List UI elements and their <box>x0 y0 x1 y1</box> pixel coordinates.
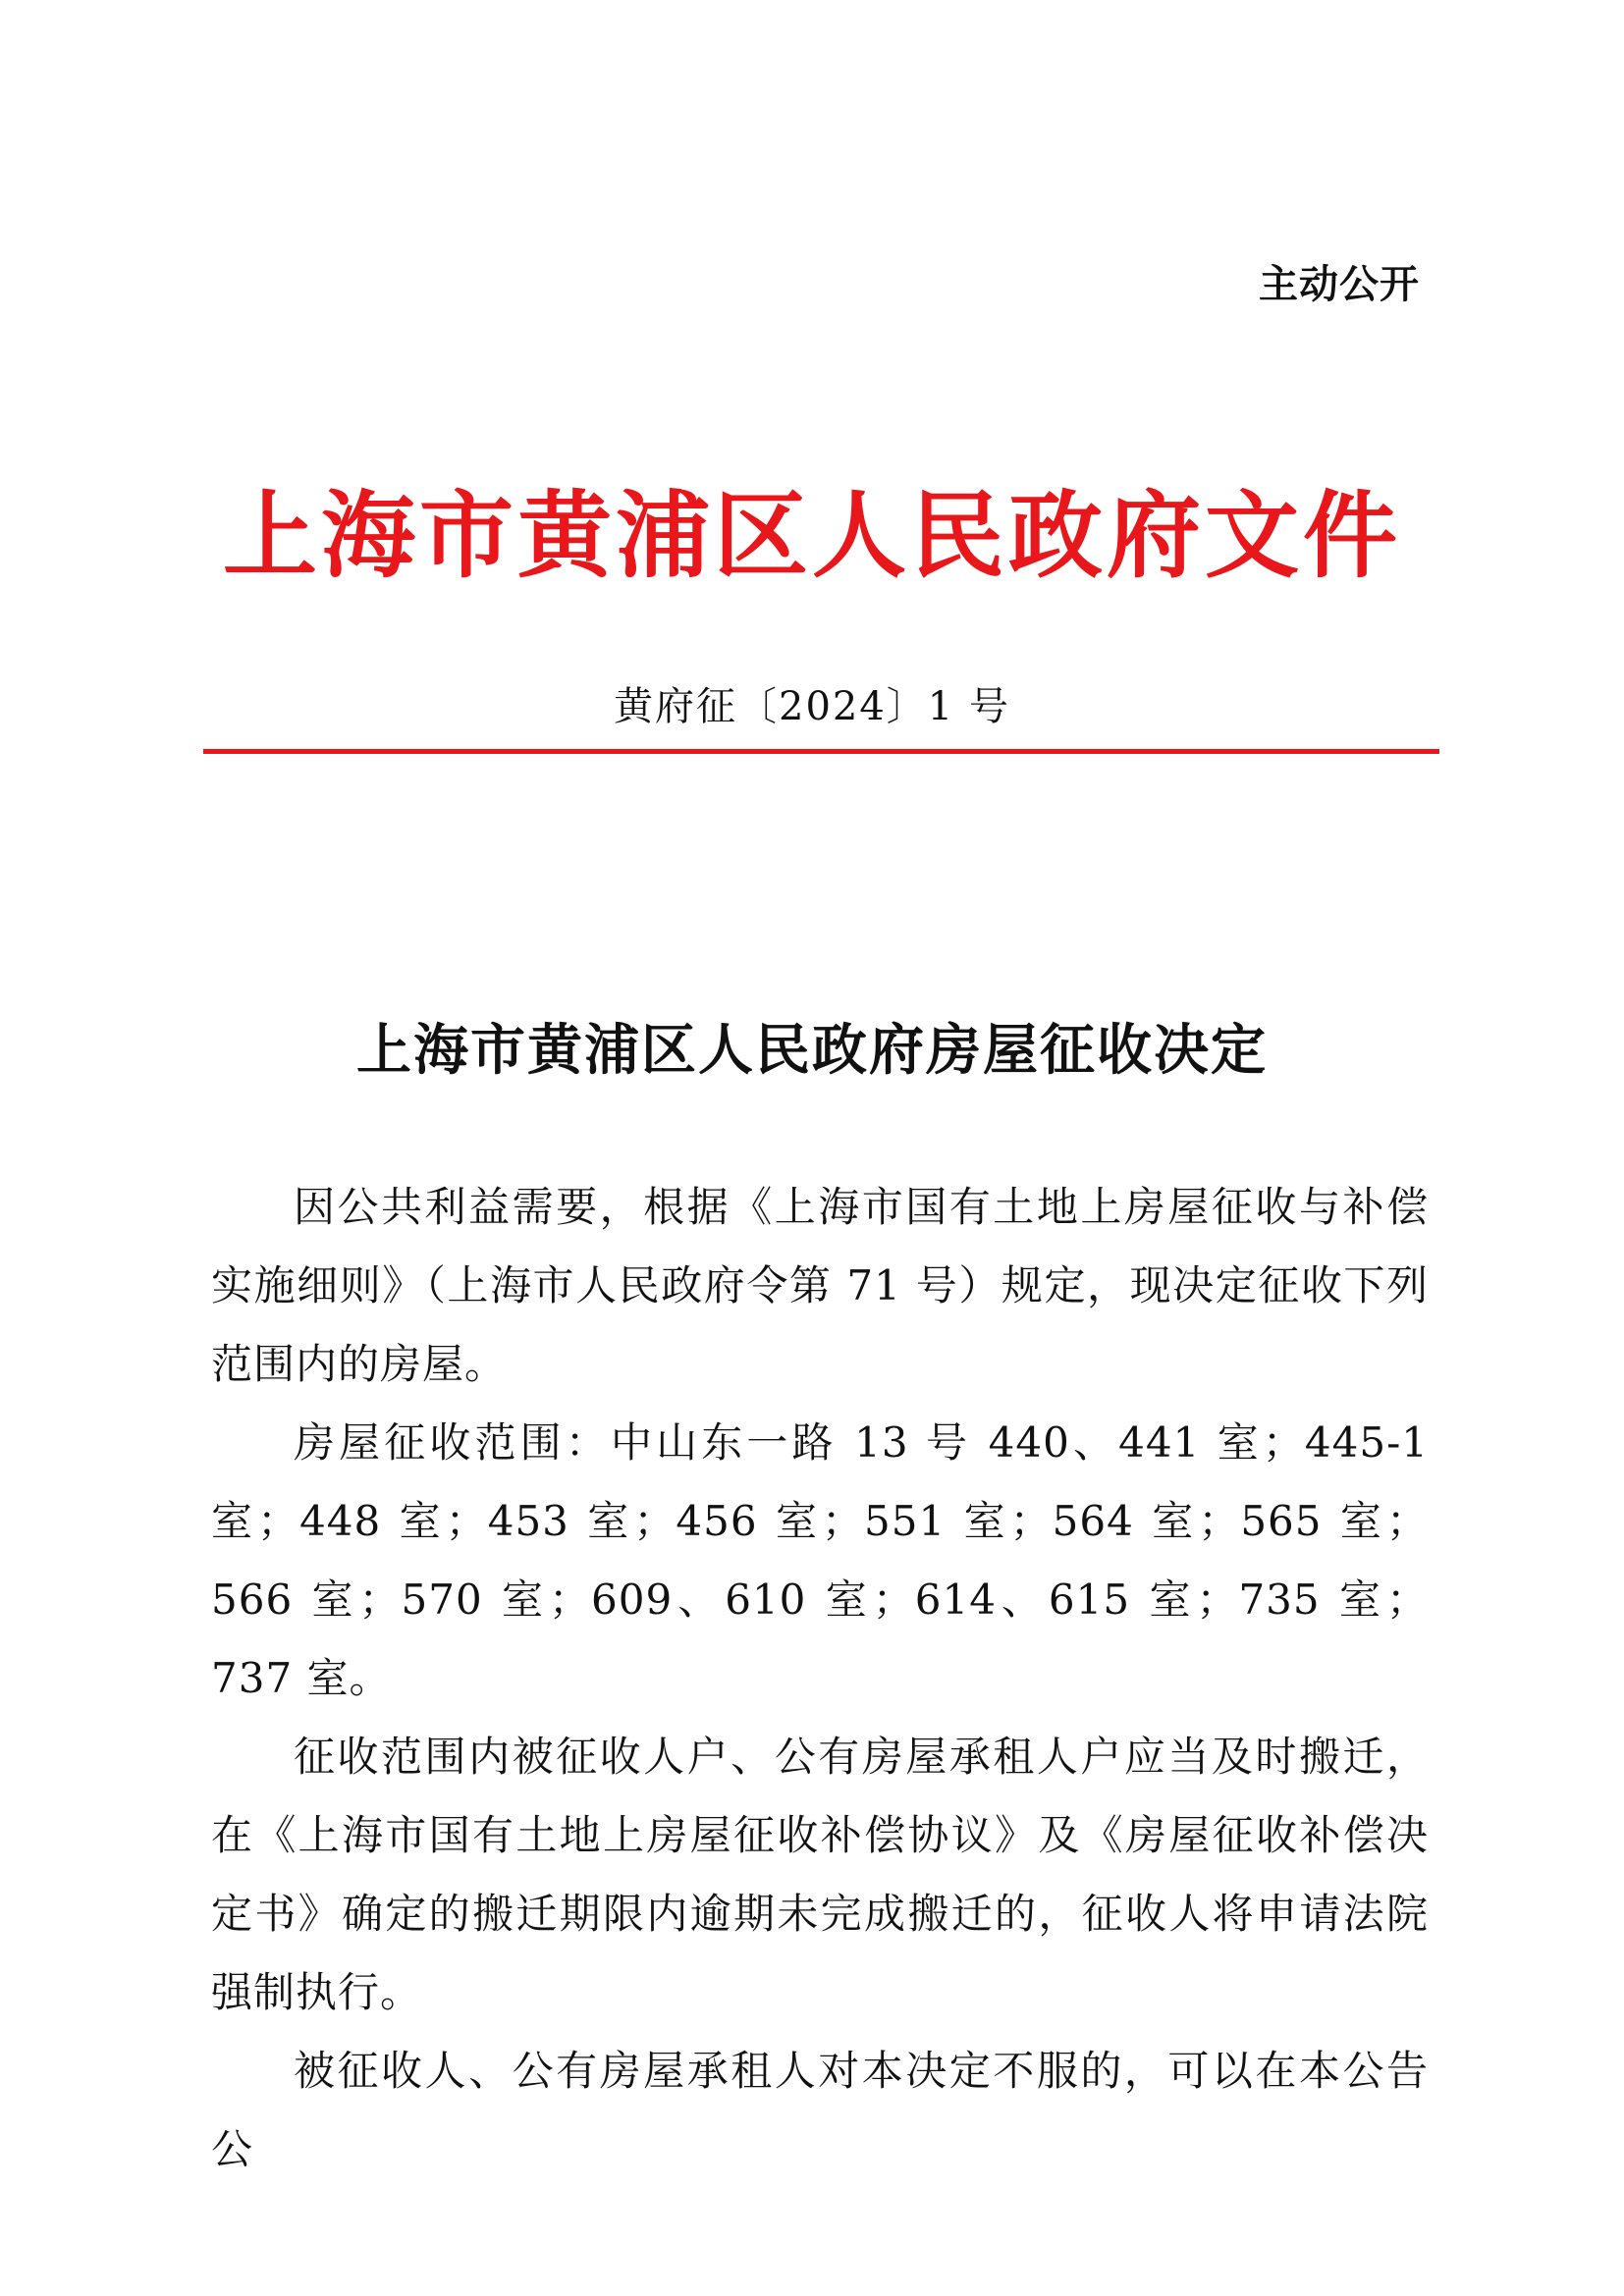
body-paragraph: 房屋征收范围：中山东一路 13 号 440、441 室；445-1 室；448 室；453 室；456 室；551 室；564 室；565 室；566 室；570 室；609、610 室；614、615 室；735 室；737 室。 <box>211 1418 1429 1702</box>
masthead-title: 上海市黄浦区人民政府文件 <box>223 480 1401 591</box>
document-title: 上海市黄浦区人民政府房屋征收决定 <box>356 1019 1268 1083</box>
classification-label: 主动公开 <box>1259 262 1420 307</box>
document-number: 黄府征〔2024〕1 号 <box>614 684 1010 729</box>
red-divider-line <box>203 749 1439 754</box>
body-paragraph: 被征收人、公有房屋承租人对本决定不服的，可以在本公告公 <box>211 2047 1429 2173</box>
document-body <box>211 1168 1429 2189</box>
body-paragraph: 因公共利益需要，根据《上海市国有土地上房屋征收与补偿实施细则》（上海市人民政府令第 71 号）规定，现决定征收下列范围内的房屋。 <box>211 1183 1429 1388</box>
body-paragraph: 征收范围内被征收人户、公有房屋承租人户应当及时搬迁，在《上海市国有土地上房屋征收补偿协议》及《房屋征收补偿决定书》确定的搬迁期限内逾期未完成搬迁的，征收人将申请法院强制执行。 <box>211 1733 1429 2016</box>
